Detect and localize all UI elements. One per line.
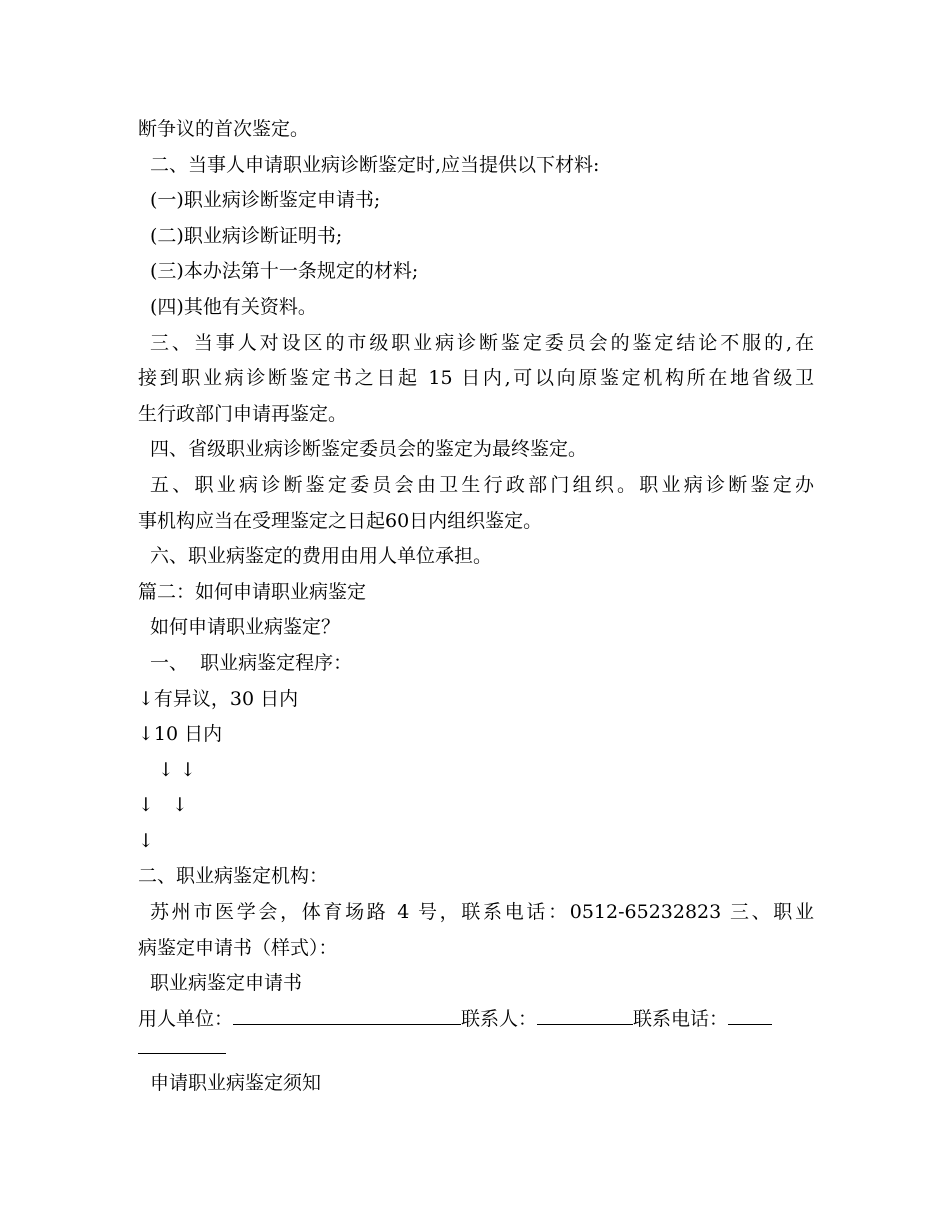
document-page <box>138 112 814 1102</box>
text-line: 生行政部门申请再鉴定。 <box>138 402 348 425</box>
text-line: 一、 职业病鉴定程序： <box>150 651 353 674</box>
flow-arrow-line: ↓ ↓ <box>158 758 196 781</box>
text-line: 六、职业病鉴定的费用由用人单位承担。 <box>150 545 493 568</box>
flow-arrow-line: ↓10 日内 <box>138 723 223 746</box>
text-line: 病鉴定申请书（样式）： <box>138 936 338 959</box>
unit-label: 用人单位： <box>138 1007 234 1030</box>
list-item: (一)职业病诊断鉴定申请书; <box>150 189 381 212</box>
contact-label: 联系人： <box>461 1007 538 1030</box>
phone-label: 联系电话： <box>633 1007 729 1030</box>
phone-blank[interactable] <box>728 1006 772 1025</box>
list-item: (四)其他有关资料。 <box>150 295 317 318</box>
text-line: 接到职业病诊断鉴定书之日起 15 日内,可以向原鉴定机构所在地省级卫 <box>138 367 814 390</box>
contact-blank[interactable] <box>537 1006 633 1025</box>
form-field-line <box>138 1002 814 1038</box>
text-line: 二、职业病鉴定机构： <box>138 865 329 888</box>
form-title: 职业病鉴定申请书 <box>150 972 303 995</box>
text-line: 二、当事人申请职业病诊断鉴定时,应当提供以下材料: <box>150 153 600 176</box>
text-line: 三、当事人对设区的市级职业病诊断鉴定委员会的鉴定结论不服的,在 <box>150 331 814 354</box>
list-item: (二)职业病诊断证明书; <box>150 224 343 247</box>
flow-arrow-line: ↓有异议，30 日内 <box>138 687 299 710</box>
text-line: 四、省级职业病诊断鉴定委员会的鉴定为最终鉴定。 <box>150 438 588 461</box>
text-line: 事机构应当在受理鉴定之日起60日内组织鉴定。 <box>138 509 543 532</box>
list-item: (三)本办法第十一条规定的材料; <box>150 260 419 283</box>
section-heading: 申请职业病鉴定须知 <box>150 1072 322 1095</box>
section-heading: 篇二：如何申请职业病鉴定 <box>138 580 367 603</box>
text-line: 苏州市医学会，体育场路 4 号，联系电话：0512-65232823 三、职业 <box>150 901 814 924</box>
text-line: 五、职业病诊断鉴定委员会由卫生行政部门组织。职业病诊断鉴定办 <box>150 473 814 496</box>
text-line: 如何申请职业病鉴定？ <box>150 616 341 639</box>
unit-blank[interactable] <box>233 1006 461 1025</box>
text-line: 断争议的首次鉴定。 <box>138 118 310 140</box>
flow-arrow-line: ↓ <box>138 829 154 852</box>
flow-arrow-line: ↓ ↓ <box>138 794 188 817</box>
